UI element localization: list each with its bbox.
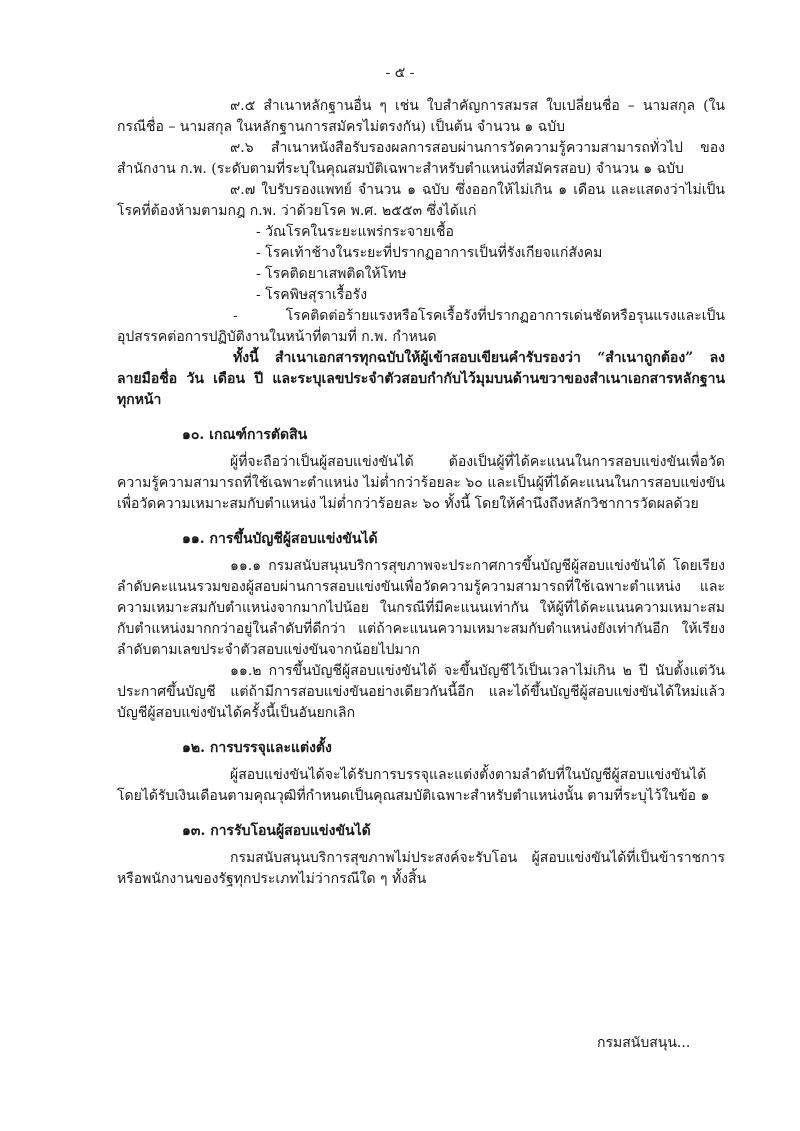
item-11-2: ๑๑.๒ การขึ้นบัญชีผู้สอบแข่งขันได้ จะขึ้นบัญชีไว้เป็นเวลาไม่เกิน ๒ ปี นับตั้งแต่วันประกาศขึ้นบัญชี แต่ถ้ามีการสอบแข่งขันอย่างเดียวกันนี้อีก และได้ขึ้นบัญชีผู้สอบแข่งขันได้ใหม่แล้ว บัญชีผู้สอบแข่งขันได้ครั้งนี้เป็นอันยกเลิก: [117, 663, 725, 721]
item-9-6: ๙.๖ สำเนาหนังสือรับรองผลการสอบผ่านการวัดความรู้ความสามารถทั่วไป ของ สำนักงาน ก.พ. (ระดับตามที่ระบุในคุณสมบัติเฉพาะสำหรับตำแหน่งที่สมัครสอบ) จำนวน ๑ ฉบับ: [117, 140, 725, 177]
continuation-footer: กรมสนับสนุน...: [597, 1035, 691, 1051]
section-13-text: กรมสนับสนุนบริการสุขภาพไม่ประสงค์จะรับโอน ผู้สอบแข่งขันได้ที่เป็นข้าราชการหรือพนักงานของรัฐทุกประเภทไม่ว่ากรณีใด ๆ ทั้งสิ้น: [117, 850, 725, 887]
item-9-5: ๙.๕ สำเนาหลักฐานอื่น ๆ เช่น ใบสำคัญการสมรส ใบเปลี่ยนชื่อ – นามสกุล (ในกรณีชื่อ – นามสกุล ในหลักฐานการสมัครไม่ตรงกัน) เป็นต้น จำนวน ๑ ฉบับ: [117, 98, 725, 135]
disease-item: - โรคพิษสุราเรื้อรัง: [256, 287, 368, 303]
page-number: - ๕ -: [385, 65, 415, 81]
section-heading-10: ๑๐. เกณฑ์การตัดสิน: [182, 427, 308, 443]
certify-note: ทั้งนี้ สำเนาเอกสารทุกฉบับให้ผู้เข้าสอบเขียนคำรับรองว่า “สำเนาถูกต้อง” ลงลายมือชื่อ วัน เดือน ปี และระบุเลขประจำตัวสอบกำกับไว้มุมบนด้านขวาของสำเนาเอกสารหลักฐานทุกหน้า: [117, 350, 725, 408]
document-body: [117, 96, 725, 890]
section-heading-12: ๑๒. การบรรจุและแต่งตั้ง: [182, 740, 332, 756]
section-12-text: ผู้สอบแข่งขันได้จะได้รับการบรรจุและแต่งตั้งตามลำดับที่ในบัญชีผู้สอบแข่งขันได้ โดยได้รับเงินเดือนตามคุณวุฒิที่กำหนดเป็นคุณสมบัติเฉพาะสำหรับตำแหน่งนั้น ตามที่ระบุไว้ในข้อ ๑: [117, 767, 710, 804]
item-11-1: ๑๑.๑ กรมสนับสนุนบริการสุขภาพจะประกาศการขึ้นบัญชีผู้สอบแข่งขันได้ โดยเรียงลำดับคะแนนรวมของผู้สอบผ่านการสอบแข่งขันเพื่อวัดความรู้ความสามารถที่ใช้เฉพาะตำแหน่ง และความเหมาะสมกับตำแหน่งจากมากไปน้อย ในกรณีที่มีคะแนนเท่ากัน ให้ผู้ที่ได้คะแนนความเหมาะสมกับตำแหน่งมากกว่าอยู่ในลำดับที่ดีกว่า แต่ถ้าคะแนนความเหมาะสมกับตำแหน่งยังเท่ากันอีก ให้เรียงลำดับตามเลขประจำตัวสอบแข่งขันจากน้อยไปมาก: [117, 558, 725, 658]
item-9-7: ๙.๗ ใบรับรองแพทย์ จำนวน ๑ ฉบับ ซึ่งออกให้ไม่เกิน ๑ เดือน และแสดงว่าไม่เป็นโรคที่ต้องห้ามตามกฎ ก.พ. ว่าด้วยโรค พ.ศ. ๒๕๕๓ ซึ่งได้แก่: [117, 182, 725, 219]
disease-item: - โรคเท้าช้างในระยะที่ปรากฏอาการเป็นที่รังเกียจแก่สังคม: [256, 245, 603, 261]
section-10-text: ผู้ที่จะถือว่าเป็นผู้สอบแข่งขันได้ ต้องเป็นผู้ที่ได้คะแนนในการสอบแข่งขันเพื่อวัดความรู้ความสามารถที่ใช้เฉพาะตำแหน่ง ไม่ต่ำกว่าร้อยละ ๖๐ และเป็นผู้ที่ได้คะแนนในการสอบแข่งขันเพื่อวัดความเหมาะสมกับตำแหน่ง ไม่ต่ำกว่าร้อยละ ๖๐ ทั้งนี้ โดยให้คำนึงถึงหลักวิชาการวัดผลด้วย: [117, 454, 725, 512]
section-heading-13: ๑๓. การรับโอนผู้สอบแข่งขันได้: [182, 823, 371, 839]
disease-item: - โรคติดยาเสพติดให้โทษ: [256, 266, 407, 282]
section-heading-11: ๑๑. การขึ้นบัญชีผู้สอบแข่งขันได้: [182, 531, 378, 547]
disease-item: - วัณโรคในระยะแพร่กระจายเชื้อ: [256, 224, 454, 240]
disease-item: - โรคติดต่อร้ายแรงหรือโรคเรื้อรังที่ปรากฏอาการเด่นชัดหรือรุนแรงและเป็นอุปสรรคต่อการปฏิบัติงานในหน้าที่ตามที่ ก.พ. กำหนด: [117, 308, 725, 345]
